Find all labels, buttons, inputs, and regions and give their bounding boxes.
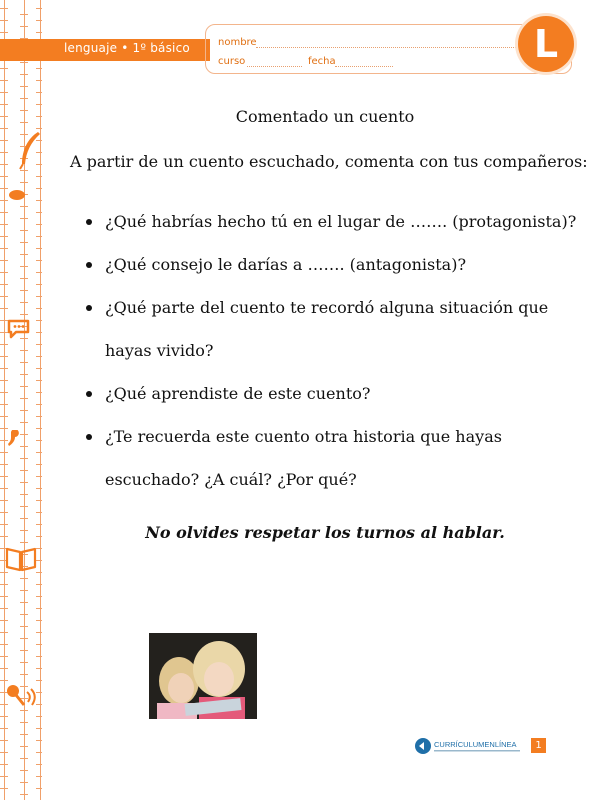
ruler-tick — [0, 476, 8, 477]
ruler-tick — [20, 26, 28, 27]
ruler-tick — [20, 170, 28, 171]
name-field[interactable] — [256, 47, 518, 48]
ruler-tick — [20, 302, 28, 303]
ruler-tick — [0, 500, 8, 501]
ruler-tick — [20, 734, 28, 735]
ruler-tick — [36, 380, 42, 381]
ruler-tick — [20, 242, 28, 243]
ruler-tick — [36, 176, 42, 177]
ruler-tick — [0, 260, 8, 261]
ruler-tick — [20, 518, 28, 519]
ruler-tick — [20, 386, 28, 387]
ruler-tick — [20, 290, 28, 291]
question-item: ¿Qué habrías hecho tú en el lugar de ……. (protagonista)? — [86, 200, 586, 243]
ruler-tick — [0, 596, 8, 597]
ruler-tick — [0, 452, 8, 453]
ruler-tick — [36, 464, 42, 465]
ruler-tick — [0, 728, 8, 729]
ruler-tick — [0, 380, 8, 381]
ruler-tick — [36, 680, 42, 681]
reminder-note: No olvides respetar los turnos al hablar. — [145, 523, 505, 542]
ruler-tick — [20, 710, 28, 711]
ruler-tick — [20, 782, 28, 783]
ruler-tick — [0, 788, 8, 789]
ruler-tick — [36, 356, 42, 357]
ruler-tick — [20, 650, 28, 651]
ruler-tick — [0, 620, 8, 621]
ruler-tick — [20, 314, 28, 315]
ruler-tick — [36, 332, 42, 333]
ruler-tick — [20, 614, 28, 615]
name-label: nombre — [218, 37, 257, 48]
ruler-tick — [20, 74, 28, 75]
ruler-tick — [36, 236, 42, 237]
ruler-tick — [36, 596, 42, 597]
ruler-tick — [0, 152, 8, 153]
ruler-tick — [0, 512, 8, 513]
ruler-tick — [20, 254, 28, 255]
ruler-tick — [0, 392, 8, 393]
ruler-tick — [36, 488, 42, 489]
ruler-tick — [0, 224, 8, 225]
ruler-tick — [20, 662, 28, 663]
ruler-tick — [20, 494, 28, 495]
ruler-tick — [0, 272, 8, 273]
ruler-tick — [36, 452, 42, 453]
ruler-tick — [36, 104, 42, 105]
ruler-tick — [20, 398, 28, 399]
date-label: fecha — [308, 56, 336, 67]
ruler-tick — [0, 572, 8, 573]
ruler-tick — [36, 320, 42, 321]
speech-bubble-icon — [6, 318, 32, 340]
ruler-tick — [36, 584, 42, 585]
brand-text: CURRÍCULUMENLÍNEA — [434, 740, 517, 749]
ruler-tick — [36, 404, 42, 405]
ruler-tick — [0, 752, 8, 753]
ruler-tick — [36, 476, 42, 477]
ruler-tick — [36, 620, 42, 621]
ruler-tick — [36, 632, 42, 633]
ruler-tick — [36, 92, 42, 93]
ruler-tick — [20, 470, 28, 471]
ruler-tick — [36, 284, 42, 285]
ruler-tick — [20, 230, 28, 231]
ruler-tick — [0, 176, 8, 177]
ruler-tick — [20, 638, 28, 639]
ruler-tick — [20, 506, 28, 507]
question-item: ¿Qué consejo le darías a ……. (antagonista)? — [86, 243, 586, 286]
ruler-tick — [0, 20, 8, 21]
ruler-tick — [20, 758, 28, 759]
ruler-tick — [0, 428, 8, 429]
ruler-tick — [0, 284, 8, 285]
ruler-tick — [20, 458, 28, 459]
ruler-tick — [36, 212, 42, 213]
ruler-tick — [20, 794, 28, 795]
ruler-tick — [36, 80, 42, 81]
ruler-tick — [0, 128, 8, 129]
ruler-tick — [0, 68, 8, 69]
ruler-tick — [36, 788, 42, 789]
ruler-tick — [36, 224, 42, 225]
ruler-tick — [0, 776, 8, 777]
ruler-tick — [20, 62, 28, 63]
ruler-tick — [0, 464, 8, 465]
ruler-tick — [0, 80, 8, 81]
ruler-tick — [36, 20, 42, 21]
ruler-tick — [20, 362, 28, 363]
ruler-tick — [20, 86, 28, 87]
question-item: ¿Qué parte del cuento te recordó alguna situación que hayas vivido? — [86, 286, 586, 372]
course-field[interactable] — [247, 66, 302, 67]
question-list — [86, 200, 586, 501]
ruler-tick — [36, 272, 42, 273]
ruler-tick — [36, 200, 42, 201]
ruler-tick — [36, 416, 42, 417]
ruler-tick — [0, 92, 8, 93]
ruler-tick — [0, 296, 8, 297]
intro-text: A partir de un cuento escuchado, comenta con tus compañeros: — [70, 152, 588, 171]
ruler-tick — [36, 608, 42, 609]
ruler-tick — [20, 542, 28, 543]
ruler-tick — [20, 182, 28, 183]
ruler-tick — [0, 104, 8, 105]
curriculum-en-linea-logo — [414, 736, 522, 756]
ruler-tick — [36, 188, 42, 189]
ruler-tick — [0, 584, 8, 585]
ruler-tick — [0, 140, 8, 141]
ruler-tick — [20, 770, 28, 771]
ruler-tick — [36, 344, 42, 345]
ruler-tick — [36, 728, 42, 729]
ruler-tick — [20, 602, 28, 603]
ruler-tick — [36, 500, 42, 501]
ruler-tick — [0, 344, 8, 345]
ruler-tick — [36, 128, 42, 129]
ruler-tick — [20, 626, 28, 627]
ruler-tick — [20, 374, 28, 375]
ruler-tick — [0, 680, 8, 681]
quill-icon — [14, 130, 42, 170]
ruler-tick — [36, 308, 42, 309]
ruler-tick — [0, 308, 8, 309]
ruler-tick — [0, 368, 8, 369]
ruler-tick — [20, 206, 28, 207]
ruler-tick — [0, 644, 8, 645]
subject-label: lenguaje • 1º básico — [64, 41, 190, 55]
ruler-tick — [36, 8, 42, 9]
question-item: ¿Qué aprendiste de este cuento? — [86, 372, 586, 415]
ruler-tick — [36, 716, 42, 717]
subject-logo: L — [518, 16, 574, 72]
page-title: Comentado un cuento — [235, 107, 415, 126]
ruler-tick — [0, 32, 8, 33]
ruler-tick — [0, 356, 8, 357]
date-field[interactable] — [335, 66, 393, 67]
ruler-tick — [20, 590, 28, 591]
ruler-tick — [20, 422, 28, 423]
ruler-tick — [0, 248, 8, 249]
ruler-tick — [36, 776, 42, 777]
ruler-tick — [0, 212, 8, 213]
ruler-tick — [36, 248, 42, 249]
ruler-tick — [0, 164, 8, 165]
ruler-tick — [20, 350, 28, 351]
ruler-tick — [36, 368, 42, 369]
page-number: 1 — [531, 738, 546, 753]
ruler-tick — [20, 278, 28, 279]
ruler-tick — [36, 260, 42, 261]
ruler-tick — [36, 68, 42, 69]
ruler-tick — [36, 296, 42, 297]
ruler-tick — [36, 764, 42, 765]
ruler-tick — [0, 668, 8, 669]
ruler-tick — [20, 98, 28, 99]
ruler-tick — [36, 572, 42, 573]
question-item: ¿Te recuerda este cuento otra historia que hayas escuchado? ¿A cuál? ¿Por qué? — [86, 415, 586, 501]
ruler-tick — [0, 416, 8, 417]
ruler-tick — [0, 404, 8, 405]
comma-icon — [6, 430, 20, 448]
ruler-tick — [20, 674, 28, 675]
ruler-tick — [0, 656, 8, 657]
ruler-tick — [20, 578, 28, 579]
ruler-tick — [0, 488, 8, 489]
inkwell-icon — [6, 185, 28, 201]
open-book-icon — [4, 544, 38, 572]
ruler-tick — [20, 722, 28, 723]
ruler-tick — [36, 752, 42, 753]
ruler-tick — [0, 608, 8, 609]
photo-illustration — [149, 633, 257, 719]
ruler-tick — [0, 632, 8, 633]
ruler-tick — [0, 8, 8, 9]
ruler-tick — [0, 764, 8, 765]
ruler-tick — [20, 14, 28, 15]
ruler-tick — [20, 446, 28, 447]
ruler-tick — [20, 746, 28, 747]
ruler-tick — [0, 740, 8, 741]
ruler-tick — [36, 740, 42, 741]
ruler-tick — [20, 410, 28, 411]
ruler-tick — [36, 644, 42, 645]
course-label: curso — [218, 56, 246, 67]
ruler-tick — [20, 218, 28, 219]
ruler-tick — [20, 482, 28, 483]
children-reading-photo — [149, 633, 257, 719]
ruler-tick — [36, 656, 42, 657]
ruler-tick — [20, 266, 28, 267]
microphone-icon — [4, 682, 38, 710]
ruler-tick — [36, 512, 42, 513]
ruler-tick — [20, 434, 28, 435]
ruler-tick — [0, 236, 8, 237]
ruler-tick — [36, 668, 42, 669]
ruler-tick — [36, 392, 42, 393]
ruler-tick — [36, 440, 42, 441]
ruler-tick — [36, 428, 42, 429]
ruler-tick — [36, 32, 42, 33]
ruler-tick — [0, 716, 8, 717]
